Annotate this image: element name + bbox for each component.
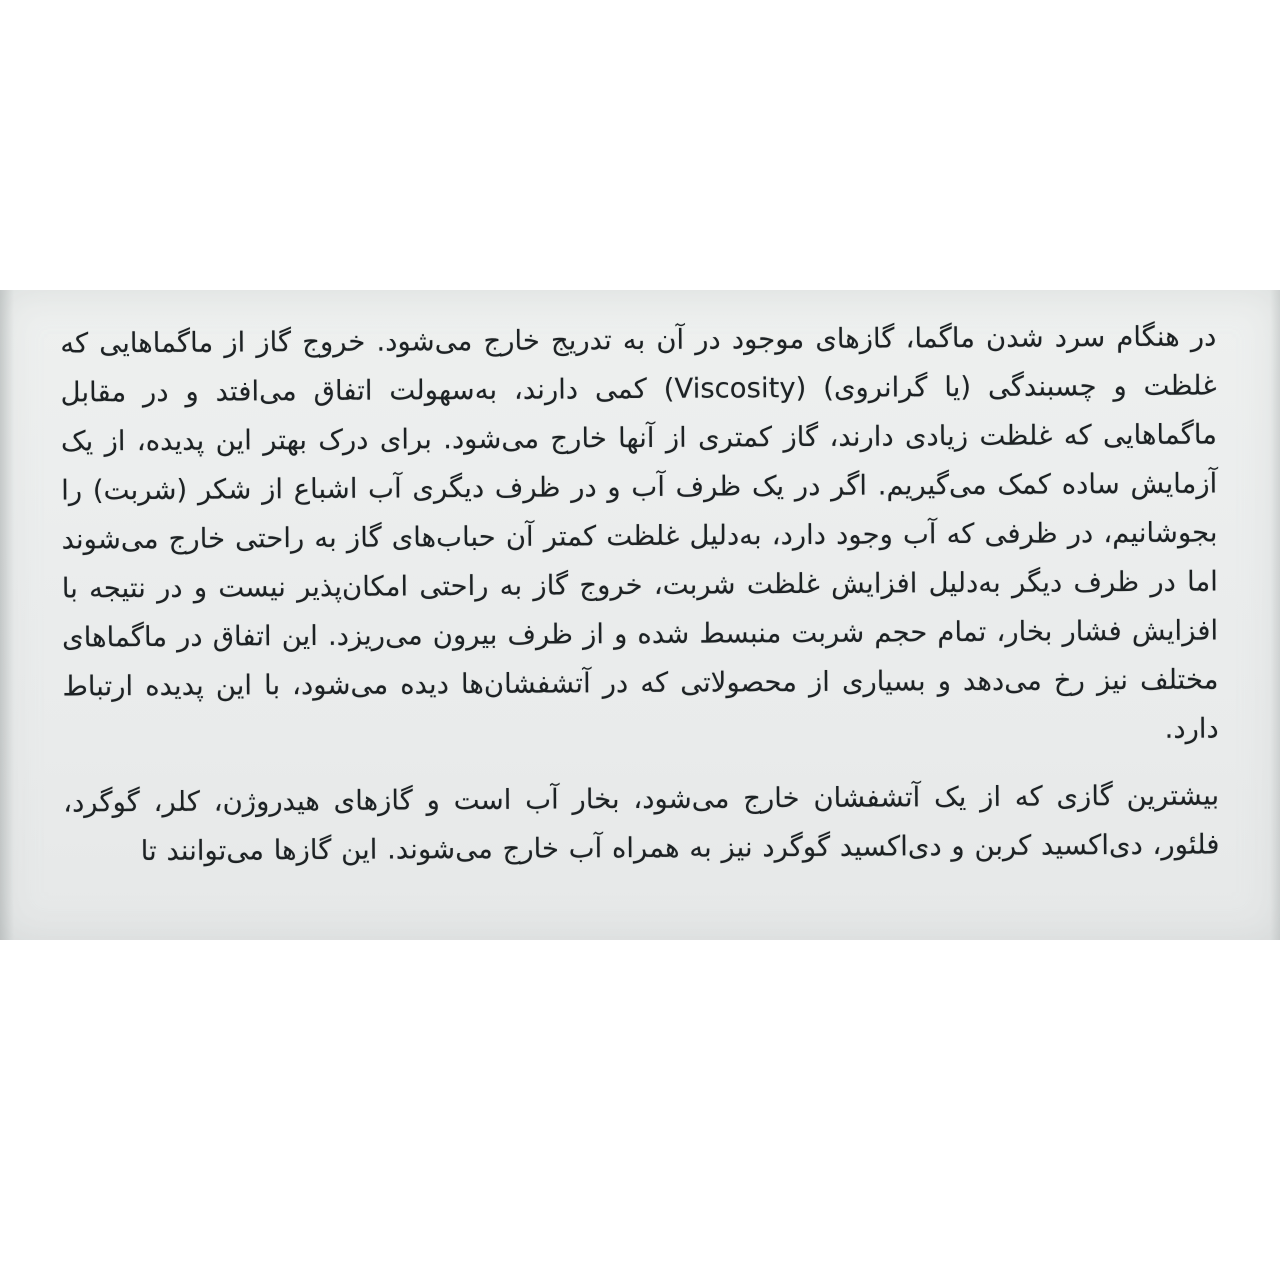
page-tilt-wrapper <box>0 286 1280 944</box>
paragraph-1: در هنگام سرد شدن ماگما، گازهای موجود در آن به تدریج خارج می‌شود. خروج گاز از ماگماهایی که غلظت و چسبندگی (یا گرانروی) (Viscosity) کمی دارند، به‌سهولت اتفاق می‌افتد و در مقابل ماگماهایی که غلظت زیادی دارند، گاز کمتری از آنها خارج می‌شود. برای درک بهتر این پدیده، از یک آزمایش ساده کمک می‌گیریم. اگر در یک ظرف آب و در ظرف دیگری آب اشباع از شکر (شربت) را بجوشانیم، در ظرفی که آب وجود دارد، به‌دلیل غلظت کمتر آن حباب‌های گاز به راحتی خارج می‌شوند اما در ظرف دیگر به‌دلیل افزایش غلظت شربت، خروج گاز به راحتی امکان‌پذیر نیست و در نتیجه با افزایش فشار بخار، تمام حجم شربت منبسط شده و از ظرف بیرون می‌ریزد. این اتفاق در ماگماهای مختلف نیز رخ می‌دهد و بسیاری از محصولاتی که در آتشفشان‌ها دیده می‌شود، با این پدیده ارتباط دارد. <box>60 320 1219 745</box>
body-text <box>60 312 1219 876</box>
scanned-book-page <box>0 290 1280 940</box>
paragraph-2: بیشترین گازی که از یک آتشفشان خارج می‌شود، بخار آب است و گازهای هیدروژن، کلر، گوگرد، فلئور، دی‌اکسید کربن و دی‌اکسید گوگرد نیز به همراه آب خارج می‌شوند. این گازها می‌توانند تا <box>63 779 1220 868</box>
